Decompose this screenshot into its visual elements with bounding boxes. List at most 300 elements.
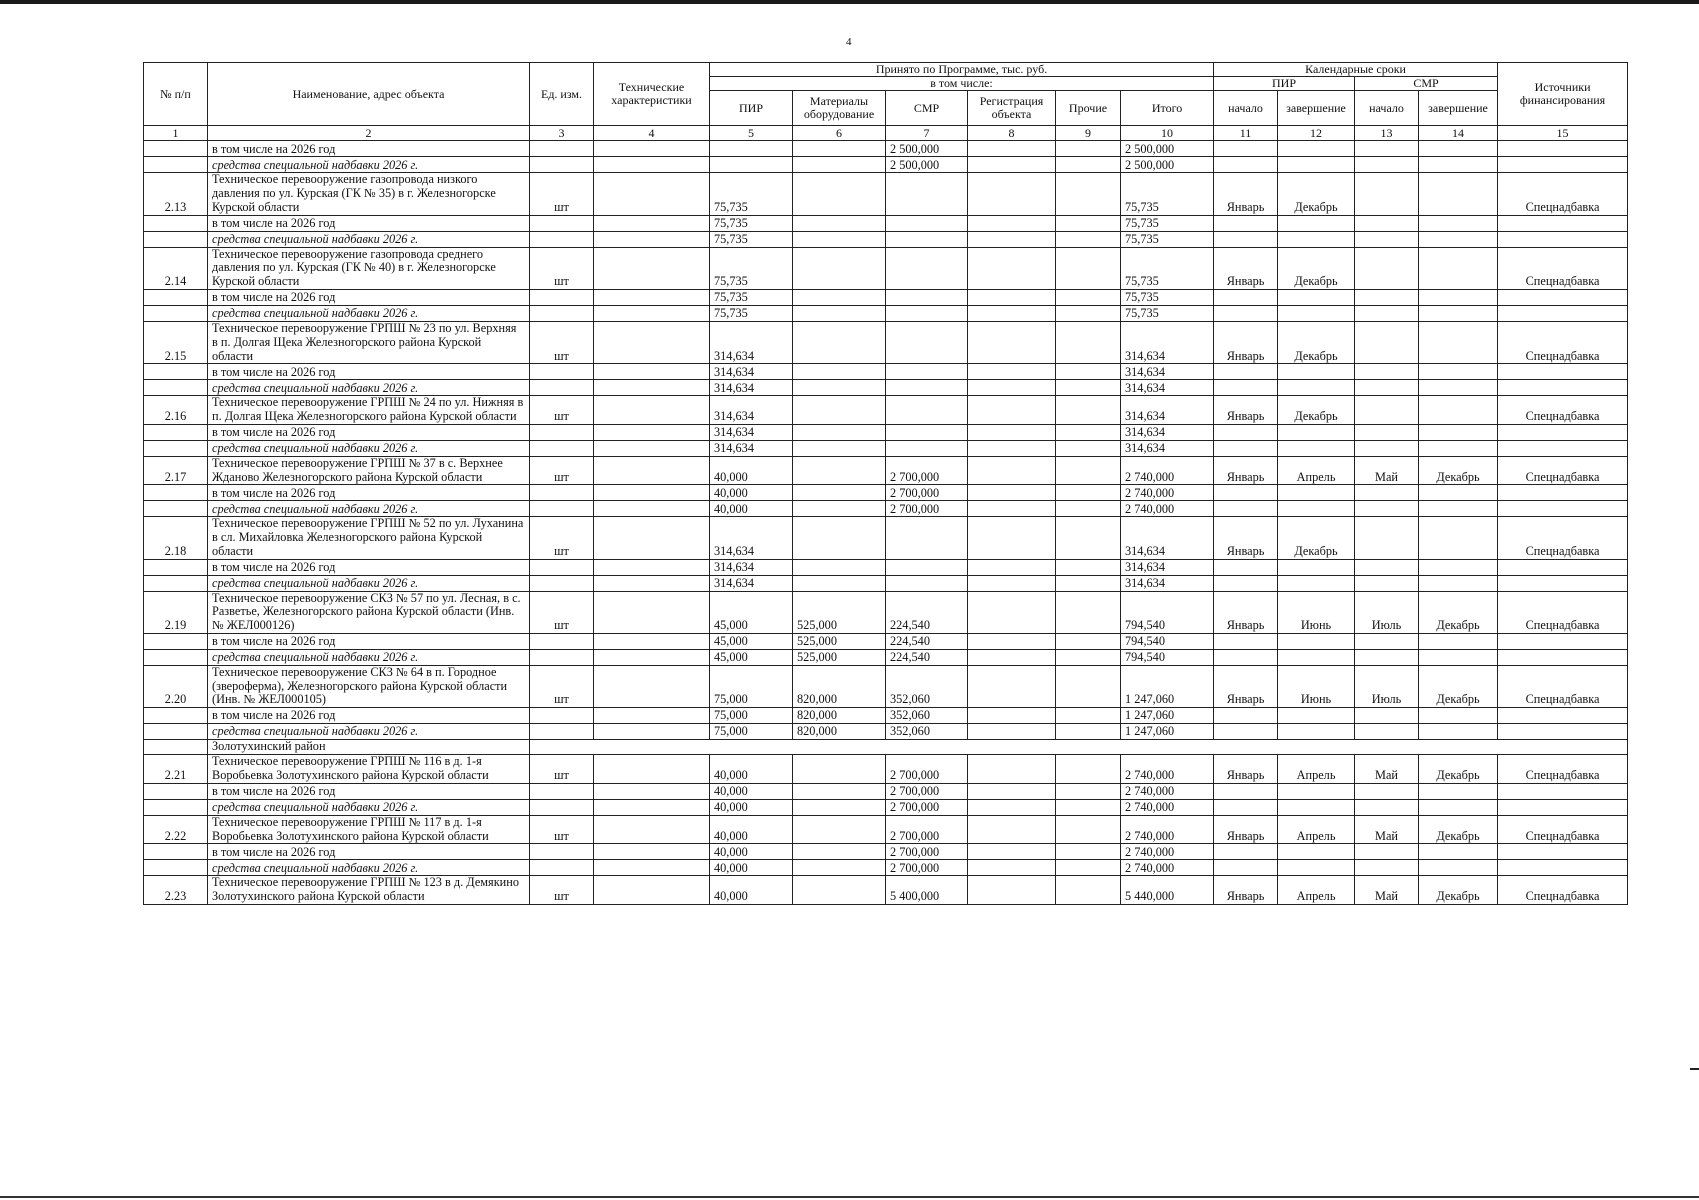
cell-pir: 40,000: [710, 501, 793, 517]
cell-num: 2.21: [144, 755, 208, 784]
cell-source: Спецнадбавка: [1498, 755, 1628, 784]
cell-pir-end: [1278, 501, 1355, 517]
cell-pir: 40,000: [710, 844, 793, 860]
table-row-year: [144, 485, 1628, 501]
header-smr-start: начало: [1355, 91, 1419, 126]
cell-registration: [968, 396, 1056, 425]
cell-smr-end: [1419, 844, 1498, 860]
cell-unit: [530, 860, 594, 876]
cell-tech: [594, 559, 710, 575]
cell-smr-start: [1355, 517, 1419, 559]
cell-materials: 525,000: [793, 649, 886, 665]
section-row: [144, 740, 1628, 755]
cell-source: Спецнадбавка: [1498, 815, 1628, 844]
cell-name: средства специальной надбавки 2026 г.: [208, 157, 530, 173]
cell-pir: 40,000: [710, 456, 793, 485]
cell-pir-end: [1278, 424, 1355, 440]
cell-name: в том числе на 2026 год: [208, 559, 530, 575]
cell-source: Спецнадбавка: [1498, 456, 1628, 485]
section-title: Золотухинский район: [208, 740, 530, 755]
table-row-year: [144, 215, 1628, 231]
cell-name: средства специальной надбавки 2026 г.: [208, 305, 530, 321]
cell-tech: [594, 575, 710, 591]
cell-materials: [793, 396, 886, 425]
cell-pir-start: Январь: [1214, 815, 1278, 844]
table-row-year: [144, 708, 1628, 724]
cell-tech: [594, 157, 710, 173]
cell-pir: 40,000: [710, 755, 793, 784]
cell-pir: 75,735: [710, 289, 793, 305]
cell-total: 2 740,000: [1121, 485, 1214, 501]
cell-num: [144, 844, 208, 860]
cell-smr-end: [1419, 141, 1498, 157]
cell-total: 2 500,000: [1121, 141, 1214, 157]
cell-num: [144, 380, 208, 396]
cell-total: 2 740,000: [1121, 501, 1214, 517]
cell-pir-end: [1278, 724, 1355, 740]
cell-smr: 2 500,000: [886, 141, 968, 157]
cell-smr: [886, 305, 968, 321]
table-row-object: [144, 173, 1628, 215]
cell-name: в том числе на 2026 год: [208, 141, 530, 157]
cell-source: [1498, 380, 1628, 396]
cell-unit: шт: [530, 396, 594, 425]
cell-num: [144, 559, 208, 575]
cell-pir-start: [1214, 440, 1278, 456]
cell-pir: 40,000: [710, 485, 793, 501]
column-number: 9: [1056, 126, 1121, 141]
cell-registration: [968, 289, 1056, 305]
cell-source: Спецнадбавка: [1498, 396, 1628, 425]
cell-registration: [968, 173, 1056, 215]
cell-unit: [530, 440, 594, 456]
cell-pir-end: [1278, 380, 1355, 396]
column-number: 2: [208, 126, 530, 141]
cell-name: в том числе на 2026 год: [208, 708, 530, 724]
cell-num: [144, 575, 208, 591]
cell-pir-start: [1214, 783, 1278, 799]
cell-num: [144, 289, 208, 305]
cell-source: Спецнадбавка: [1498, 591, 1628, 633]
cell-tech: [594, 517, 710, 559]
cell-smr-start: [1355, 305, 1419, 321]
cell-registration: [968, 321, 1056, 363]
cell-materials: [793, 485, 886, 501]
cell-pir-start: Январь: [1214, 396, 1278, 425]
cell-name: Техническое перевооружение СКЗ № 57 по ул. Лесная, в с. Разветье, Железногорского района Курской области (Инв. № ЖЕЛ000126): [208, 591, 530, 633]
cell-smr-start: [1355, 289, 1419, 305]
cell-materials: [793, 844, 886, 860]
cell-pir-start: [1214, 364, 1278, 380]
cell-smr-start: [1355, 559, 1419, 575]
cell-other: [1056, 649, 1121, 665]
cell-smr: [886, 440, 968, 456]
header-other: Прочие: [1056, 91, 1121, 126]
cell-other: [1056, 665, 1121, 707]
cell-num: 2.17: [144, 456, 208, 485]
cell-pir: 314,634: [710, 380, 793, 396]
cell-other: [1056, 305, 1121, 321]
cell-name: Техническое перевооружение газопровода среднего давления по ул. Курская (ГК № 40) в г. Железногорске Курской области: [208, 247, 530, 289]
cell-other: [1056, 289, 1121, 305]
cell-pir-start: [1214, 305, 1278, 321]
cell-smr-start: [1355, 215, 1419, 231]
cell-unit: [530, 215, 594, 231]
cell-smr-start: [1355, 141, 1419, 157]
cell-pir: 45,000: [710, 633, 793, 649]
cell-other: [1056, 396, 1121, 425]
cell-smr: [886, 575, 968, 591]
cell-source: [1498, 708, 1628, 724]
cell-pir-end: Июнь: [1278, 665, 1355, 707]
cell-pir-end: [1278, 783, 1355, 799]
table-body: [144, 141, 1628, 904]
cell-registration: [968, 215, 1056, 231]
cell-pir-end: [1278, 649, 1355, 665]
header-cal-pir: ПИР: [1214, 77, 1355, 91]
cell-total: 75,735: [1121, 231, 1214, 247]
cell-smr: [886, 247, 968, 289]
cell-pir: 75,000: [710, 708, 793, 724]
cell-materials: [793, 783, 886, 799]
cell-source: [1498, 633, 1628, 649]
cell-pir-start: [1214, 424, 1278, 440]
cell-total: 2 740,000: [1121, 844, 1214, 860]
cell-materials: 820,000: [793, 724, 886, 740]
cell-num: [144, 633, 208, 649]
cell-other: [1056, 799, 1121, 815]
table-row-object: [144, 247, 1628, 289]
cell-smr-end: [1419, 860, 1498, 876]
cell-tech: [594, 783, 710, 799]
cell-source: Спецнадбавка: [1498, 665, 1628, 707]
cell-source: [1498, 485, 1628, 501]
cell-smr-end: Декабрь: [1419, 665, 1498, 707]
cell-name: средства специальной надбавки 2026 г.: [208, 724, 530, 740]
cell-smr-start: Май: [1355, 755, 1419, 784]
scan-top-edge: [0, 0, 1699, 4]
cell-other: [1056, 321, 1121, 363]
cell-name: Техническое перевооружение ГРПШ № 52 по ул. Луханина в сл. Михайловка Железногорского района Курской области: [208, 517, 530, 559]
cell-smr-end: [1419, 724, 1498, 740]
cell-total: 2 740,000: [1121, 860, 1214, 876]
cell-smr: 2 700,000: [886, 815, 968, 844]
cell-materials: [793, 501, 886, 517]
cell-unit: шт: [530, 321, 594, 363]
cell-unit: шт: [530, 247, 594, 289]
table-row-fund: [144, 799, 1628, 815]
cell-smr: 224,540: [886, 591, 968, 633]
cell-tech: [594, 724, 710, 740]
cell-unit: шт: [530, 517, 594, 559]
table-header: [144, 63, 1628, 141]
cell-pir-end: [1278, 844, 1355, 860]
cell-unit: [530, 649, 594, 665]
cell-source: Спецнадбавка: [1498, 876, 1628, 905]
cell-tech: [594, 289, 710, 305]
cell-smr-start: [1355, 321, 1419, 363]
cell-tech: [594, 396, 710, 425]
cell-unit: [530, 231, 594, 247]
cell-pir: [710, 141, 793, 157]
cell-pir-start: [1214, 860, 1278, 876]
cell-total: 2 740,000: [1121, 799, 1214, 815]
cell-tech: [594, 321, 710, 363]
column-number: 7: [886, 126, 968, 141]
cell-pir: 45,000: [710, 591, 793, 633]
cell-pir: 40,000: [710, 799, 793, 815]
header-pir: ПИР: [710, 91, 793, 126]
cell-other: [1056, 844, 1121, 860]
scan-bottom-edge: [0, 1196, 1699, 1198]
cell-num: [144, 783, 208, 799]
cell-name: средства специальной надбавки 2026 г.: [208, 575, 530, 591]
cell-materials: 525,000: [793, 591, 886, 633]
cell-pir: 314,634: [710, 321, 793, 363]
cell-smr: [886, 231, 968, 247]
cell-registration: [968, 440, 1056, 456]
cell-registration: [968, 649, 1056, 665]
cell-num: [144, 708, 208, 724]
cell-source: Спецнадбавка: [1498, 321, 1628, 363]
cell-source: [1498, 215, 1628, 231]
header-materials: Материалы оборудование: [793, 91, 886, 126]
cell-tech: [594, 649, 710, 665]
cell-total: 5 440,000: [1121, 876, 1214, 905]
cell-pir-start: [1214, 157, 1278, 173]
cell-unit: [530, 305, 594, 321]
cell-pir: 314,634: [710, 517, 793, 559]
cell-smr: 2 700,000: [886, 799, 968, 815]
cell-num: [144, 501, 208, 517]
cell-source: [1498, 799, 1628, 815]
cell-other: [1056, 485, 1121, 501]
table-row-fund: [144, 501, 1628, 517]
cell-materials: [793, 755, 886, 784]
cell-smr: 2 700,000: [886, 844, 968, 860]
cell-registration: [968, 591, 1056, 633]
cell-materials: 820,000: [793, 708, 886, 724]
column-number: 8: [968, 126, 1056, 141]
cell-name: Техническое перевооружение газопровода низкого давления по ул. Курская (ГК № 35) в г. Железногорске Курской области: [208, 173, 530, 215]
cell-pir-end: [1278, 141, 1355, 157]
cell-tech: [594, 141, 710, 157]
column-number: 6: [793, 126, 886, 141]
cell-source: [1498, 141, 1628, 157]
cell-pir-end: Декабрь: [1278, 173, 1355, 215]
cell-pir-end: Апрель: [1278, 755, 1355, 784]
cell-pir-end: [1278, 633, 1355, 649]
table-row-fund: [144, 724, 1628, 740]
cell-pir-start: [1214, 799, 1278, 815]
cell-name: средства специальной надбавки 2026 г.: [208, 501, 530, 517]
column-number: 3: [530, 126, 594, 141]
cell-materials: [793, 876, 886, 905]
cell-materials: [793, 517, 886, 559]
cell-pir-end: [1278, 708, 1355, 724]
cell-total: 2 740,000: [1121, 815, 1214, 844]
cell-smr: 2 700,000: [886, 783, 968, 799]
table-row-year: [144, 289, 1628, 305]
cell-pir-end: [1278, 157, 1355, 173]
table-row-fund: [144, 231, 1628, 247]
cell-materials: 525,000: [793, 633, 886, 649]
cell-pir-end: [1278, 440, 1355, 456]
cell-pir: 314,634: [710, 396, 793, 425]
cell-pir-start: [1214, 559, 1278, 575]
table-row-year: [144, 633, 1628, 649]
cell-other: [1056, 173, 1121, 215]
header-pir-start: начало: [1214, 91, 1278, 126]
cell-pir-start: Январь: [1214, 456, 1278, 485]
cell-tech: [594, 591, 710, 633]
cell-registration: [968, 665, 1056, 707]
cell-materials: [793, 575, 886, 591]
cell-smr-end: Декабрь: [1419, 591, 1498, 633]
cell-smr-end: Декабрь: [1419, 815, 1498, 844]
table-row-year: [144, 141, 1628, 157]
cell-smr-start: [1355, 231, 1419, 247]
cell-total: 1 247,060: [1121, 724, 1214, 740]
cell-total: 314,634: [1121, 396, 1214, 425]
cell-registration: [968, 485, 1056, 501]
cell-smr-start: [1355, 173, 1419, 215]
cell-registration: [968, 724, 1056, 740]
column-number: 15: [1498, 126, 1628, 141]
cell-tech: [594, 231, 710, 247]
cell-smr: 224,540: [886, 633, 968, 649]
cell-pir-start: Январь: [1214, 665, 1278, 707]
cell-materials: [793, 860, 886, 876]
table-row-year: [144, 844, 1628, 860]
cell-source: Спецнадбавка: [1498, 247, 1628, 289]
cell-registration: [968, 755, 1056, 784]
cell-pir-end: [1278, 364, 1355, 380]
cell-smr: [886, 321, 968, 363]
cell-num: [144, 724, 208, 740]
cell-total: 75,735: [1121, 289, 1214, 305]
cell-other: [1056, 157, 1121, 173]
cell-tech: [594, 173, 710, 215]
cell-tech: [594, 305, 710, 321]
cell-smr-start: Май: [1355, 815, 1419, 844]
cell-pir-start: Январь: [1214, 876, 1278, 905]
cell-smr-end: Декабрь: [1419, 755, 1498, 784]
cell-name: средства специальной надбавки 2026 г.: [208, 380, 530, 396]
table-row-year: [144, 559, 1628, 575]
cell-pir: 75,735: [710, 247, 793, 289]
cell-registration: [968, 501, 1056, 517]
cell-name: средства специальной надбавки 2026 г.: [208, 231, 530, 247]
cell-pir-start: Январь: [1214, 591, 1278, 633]
table-row-year: [144, 424, 1628, 440]
cell-registration: [968, 517, 1056, 559]
cell-smr-start: [1355, 724, 1419, 740]
cell-pir-end: Декабрь: [1278, 247, 1355, 289]
cell-total: 314,634: [1121, 517, 1214, 559]
column-number: 14: [1419, 126, 1498, 141]
cell-other: [1056, 501, 1121, 517]
cell-smr-start: Июль: [1355, 591, 1419, 633]
cell-unit: [530, 364, 594, 380]
cell-materials: [793, 231, 886, 247]
cell-materials: 820,000: [793, 665, 886, 707]
cell-pir-end: [1278, 215, 1355, 231]
cell-unit: шт: [530, 173, 594, 215]
cell-num: [144, 231, 208, 247]
cell-materials: [793, 380, 886, 396]
cell-materials: [793, 815, 886, 844]
cell-total: 314,634: [1121, 575, 1214, 591]
cell-other: [1056, 755, 1121, 784]
cell-pir-end: [1278, 485, 1355, 501]
cell-num: [144, 157, 208, 173]
cell-smr-end: [1419, 173, 1498, 215]
column-number: 4: [594, 126, 710, 141]
cell-smr: 2 700,000: [886, 456, 968, 485]
cell-pir: 40,000: [710, 860, 793, 876]
cell-smr: 2 700,000: [886, 860, 968, 876]
cell-smr-end: Декабрь: [1419, 456, 1498, 485]
column-number: 5: [710, 126, 793, 141]
cell-total: 794,540: [1121, 649, 1214, 665]
cell-other: [1056, 380, 1121, 396]
column-numbers-row: [144, 126, 1628, 141]
cell-registration: [968, 231, 1056, 247]
cell-num: [144, 740, 208, 755]
cell-source: [1498, 289, 1628, 305]
cell-smr-start: [1355, 364, 1419, 380]
cell-pir-start: [1214, 289, 1278, 305]
cell-pir: 40,000: [710, 815, 793, 844]
cell-num: 2.16: [144, 396, 208, 425]
cell-unit: [530, 380, 594, 396]
cell-pir: 314,634: [710, 364, 793, 380]
cell-other: [1056, 860, 1121, 876]
cell-pir-start: Январь: [1214, 517, 1278, 559]
cell-total: 314,634: [1121, 364, 1214, 380]
cell-num: [144, 215, 208, 231]
cell-registration: [968, 844, 1056, 860]
cell-smr-start: [1355, 485, 1419, 501]
cell-smr-end: [1419, 289, 1498, 305]
cell-other: [1056, 708, 1121, 724]
cell-smr-end: [1419, 305, 1498, 321]
cell-source: Спецнадбавка: [1498, 517, 1628, 559]
cell-pir: 314,634: [710, 559, 793, 575]
cell-total: 794,540: [1121, 591, 1214, 633]
cell-smr: [886, 424, 968, 440]
cell-other: [1056, 456, 1121, 485]
cell-pir-start: [1214, 501, 1278, 517]
cell-pir-start: Январь: [1214, 755, 1278, 784]
cell-name: средства специальной надбавки 2026 г.: [208, 799, 530, 815]
table-row-object: [144, 396, 1628, 425]
cell-unit: [530, 289, 594, 305]
cell-name: Техническое перевооружение ГРПШ № 116 в д. 1-я Воробьевка Золотухинского района Курской области: [208, 755, 530, 784]
cell-tech: [594, 380, 710, 396]
cell-smr-end: [1419, 649, 1498, 665]
cell-unit: [530, 708, 594, 724]
cell-smr-start: [1355, 501, 1419, 517]
table-row-object: [144, 815, 1628, 844]
cell-pir: 75,735: [710, 173, 793, 215]
cell-total: 314,634: [1121, 424, 1214, 440]
cell-other: [1056, 591, 1121, 633]
cell-registration: [968, 815, 1056, 844]
cell-materials: [793, 289, 886, 305]
cell-pir-end: Апрель: [1278, 815, 1355, 844]
